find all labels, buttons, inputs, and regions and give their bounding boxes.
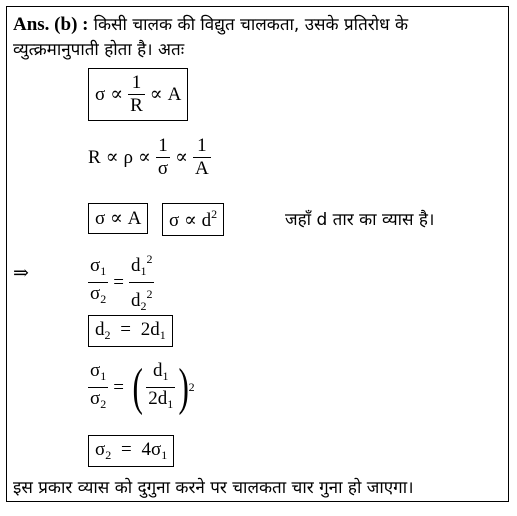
eq6-exp: 2 bbox=[188, 380, 195, 394]
eq6-inner-fraction bbox=[146, 360, 175, 415]
eq1-sigma: σ bbox=[95, 83, 106, 105]
eq7-lhs-base: σ bbox=[95, 439, 106, 460]
eq4-rn-exp: 2 bbox=[146, 252, 153, 266]
eq5-rhs-sub: 1 bbox=[159, 328, 166, 342]
equation-3b bbox=[162, 203, 224, 236]
eq5-lhs-sub: 2 bbox=[104, 328, 111, 342]
intro-line-2: व्युत्क्रमानुपाती होता है। अतः bbox=[13, 40, 185, 60]
eq4-right-fraction bbox=[129, 248, 155, 317]
equation-5 bbox=[88, 315, 173, 347]
equation-3a: σ ∝ A bbox=[88, 203, 148, 234]
eq2-f1-den: σ bbox=[157, 158, 169, 179]
answer-label: Ans. (b) : bbox=[13, 14, 89, 35]
eq1-rhs: A bbox=[167, 83, 182, 105]
eq4-rd-exp: 2 bbox=[146, 287, 153, 301]
eq1-fraction bbox=[128, 72, 145, 117]
eq2-f1-num: 1 bbox=[158, 135, 168, 156]
eq6-in-sub: 1 bbox=[162, 369, 169, 383]
eq4-ld-base: σ bbox=[90, 283, 101, 304]
equation-7 bbox=[88, 435, 174, 467]
eq5-rhs-base: 2d bbox=[140, 319, 160, 340]
diameter-note: जहाँ d तार का व्यास है। bbox=[285, 210, 435, 230]
eq4-rn-base: d bbox=[130, 255, 141, 276]
eq2-fraction-2 bbox=[193, 135, 211, 180]
implies-symbol: ⇒ bbox=[13, 263, 29, 284]
eq6-left-paren: ( bbox=[132, 358, 143, 416]
equation-6 bbox=[88, 360, 195, 415]
eq6-in-base: d bbox=[153, 360, 163, 381]
eq5-lhs-base: d bbox=[95, 319, 105, 340]
eq4-ln-sub: 1 bbox=[100, 264, 107, 278]
eq3b-base: σ ∝ d bbox=[169, 210, 212, 231]
eq2-rho: ρ bbox=[123, 146, 134, 168]
eq2-prop3: ∝ bbox=[175, 147, 188, 168]
eq6-ld-sub: 2 bbox=[100, 397, 107, 411]
intro-line-1: किसी चालक की विद्युत चालकता, उसके प्रतिरोध के bbox=[93, 15, 409, 35]
eq2-fraction-1 bbox=[156, 135, 170, 180]
eq3b-exp: 2 bbox=[211, 207, 218, 221]
eq6-left-fraction bbox=[88, 360, 108, 415]
eq2-f2-den: A bbox=[195, 158, 209, 179]
eq6-id-sub: 1 bbox=[167, 397, 174, 411]
eq6-ld-base: σ bbox=[90, 388, 101, 409]
eq6-ln-base: σ bbox=[90, 360, 101, 381]
eq2-prop2: ∝ bbox=[138, 147, 151, 168]
eq7-equals: = bbox=[121, 439, 132, 460]
eq4-rn-sub: 1 bbox=[140, 264, 147, 278]
eq6-id-base: 2d bbox=[148, 388, 168, 409]
eq2-prop: ∝ bbox=[105, 147, 119, 168]
equation-1 bbox=[88, 68, 188, 121]
eq7-rhs-base: 4σ bbox=[141, 439, 162, 460]
equation-2 bbox=[88, 135, 211, 180]
eq5-equals: = bbox=[120, 319, 131, 340]
eq1-prop2: ∝ bbox=[149, 84, 163, 105]
eq4-rd-sub: 2 bbox=[140, 299, 147, 313]
equation-4 bbox=[88, 248, 154, 317]
eq4-equals: = bbox=[113, 271, 124, 293]
eq4-rd-base: d bbox=[130, 290, 141, 311]
eq4-ln-base: σ bbox=[90, 255, 101, 276]
eq2-f2-num: 1 bbox=[197, 135, 207, 156]
eq1-den: R bbox=[130, 95, 143, 116]
eq7-lhs-sub: 2 bbox=[105, 448, 112, 462]
eq6-right-paren: ) bbox=[178, 358, 190, 416]
eq2-lhs: R bbox=[88, 146, 101, 168]
answer-box bbox=[6, 6, 509, 502]
eq6-ln-sub: 1 bbox=[100, 369, 107, 383]
eq1-num: 1 bbox=[131, 72, 142, 93]
eq7-rhs-sub: 1 bbox=[161, 448, 168, 462]
conclusion-text: इस प्रकार व्यास को दुगुना करने पर चालकता चार गुना हो जाएगा। bbox=[13, 478, 414, 498]
eq6-equals: = bbox=[113, 376, 124, 398]
eq1-prop: ∝ bbox=[110, 84, 124, 105]
eq4-ld-sub: 2 bbox=[100, 292, 107, 306]
answer-header bbox=[13, 12, 408, 36]
eq4-left-fraction bbox=[88, 255, 108, 310]
